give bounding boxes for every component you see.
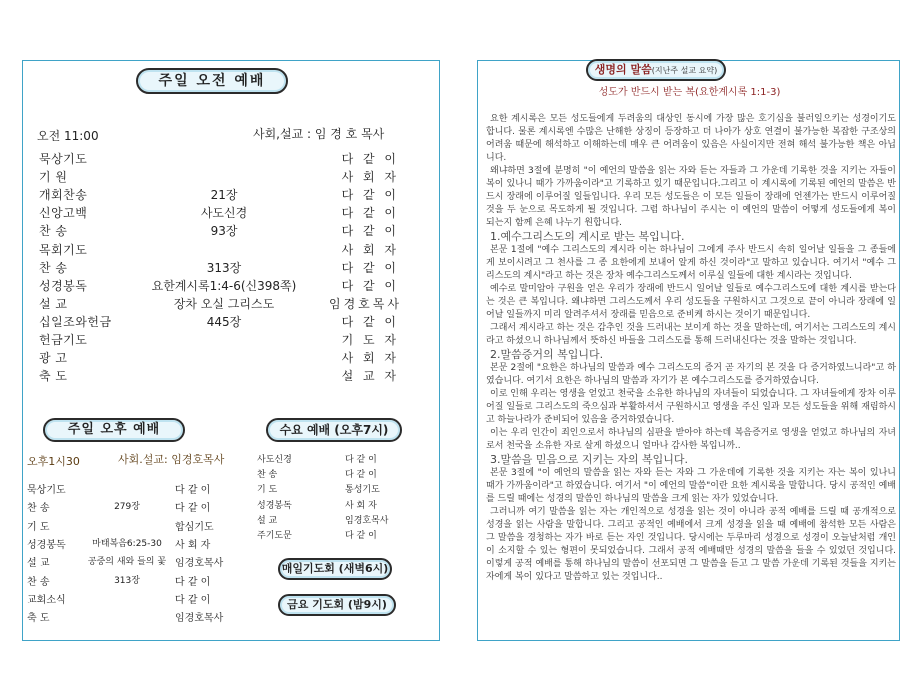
morning-order-row: [39, 331, 409, 349]
afternoon-order-row: [27, 591, 227, 608]
afternoon-order-row: [27, 554, 227, 571]
order-item: 설 교: [27, 558, 50, 570]
order-who: 다 같 이: [341, 188, 399, 203]
order-who: 다 같 이: [341, 206, 399, 221]
morning-order-row: [39, 204, 409, 222]
order-item: 찬 송: [257, 470, 278, 481]
sermon-paragraph: 그러니까 여기 말씀을 읽는 자는 개인적으로 성경을 읽는 것이 아니라 공적 예배를 드릴 때 공개적으로 성경을 읽는 사람을 말합니다. 그리고 공적인 예배에서 크게 성경을 읽을 때 예배에 참석한 모든 사람은 그 말씀을 경청하는 자가 바로 듣는 자인 것입니다. 당시에는 두루마리 성경으로 성경이 오늘날처럼 개인이 소지할 수 있는 형편이 못되었습니다. 그래서 공적 예배때만 성경의 말씀을 들을 수 있었던 것입니다. 이렇게 공적 예배를 통해 하나님의 말씀이 선포되면 그 말씀을 듣고 그 말씀 가운데 기록된 것들을 지키는 자에게 복이 있다고 말씀하고 있는 것입니다..: [486, 507, 896, 583]
order-who: 사 회 자: [341, 351, 399, 366]
order-who: 다 같 이: [175, 485, 211, 496]
morning-order-row: [39, 349, 409, 367]
daily-prayer-title: 매일기도회 (새벽6시): [278, 558, 392, 580]
sermon-header: [586, 59, 726, 81]
order-item: 신앙고백: [39, 206, 88, 221]
order-detail: 279장: [114, 502, 140, 513]
morning-order-row: [39, 150, 409, 168]
order-item: 십일조와헌금: [39, 314, 112, 329]
sermon-point-heading: 3.말씀을 믿음으로 지키는 자의 복입니다.: [490, 453, 688, 467]
sermon-paragraph: 예수로 말미암아 구원을 얻은 우리가 장래에 반드시 일어날 일들로 예수그리스도에 대한 계시를 받는다는 것은 큰 복입니다. 왜냐하면 그리스도께서 우리 성도들을 구원하시고 그것으로 끝이 아니라 장래에 일어날 일들까지 미리 알려주셔서 장래를 믿음으로 준비케 하시는 것이기 때문입니다.: [486, 284, 896, 321]
sermon-title: 성도가 반드시 받는 복(요한계시록 1:1-3): [598, 87, 781, 98]
afternoon-order-row: [27, 499, 227, 516]
order-item: 기 도: [27, 521, 50, 533]
morning-time: 오전 11:00: [37, 129, 99, 143]
order-who: 다 같 이: [345, 455, 377, 465]
worship-order-panel: [22, 60, 440, 641]
order-detail: 313장: [114, 575, 140, 586]
order-item: 성경봉독: [257, 500, 292, 511]
order-item: 개회찬송: [39, 188, 88, 203]
order-item: 축 도: [39, 369, 68, 384]
order-item: 찬 송: [39, 224, 68, 239]
sermon-paragraph: 왜냐하면 3절에 분명히 "이 예언의 말씀을 읽는 자와 듣는 자들과 그 가운데 기록한 것을 지키는 자들이 복이 있나니 때가 가까움이라"고 기록하고 있기 때문입니다.그리고 이 계시록에 기록된 예언의 말씀은 반드시 장래에 이루어질 일들입니다. 우리 모든 성도들은 이 모든 일들이 장래에 언젠가는 반드시 이루어질 것을 두 눈으로 목도하게 될 것입니다. 그럼 하나님이 주시는 이 예언의 말씀이 어떻게 성도들에게 복이 되는지 함께 은혜 나누기 원합니다.: [486, 166, 896, 229]
order-item: 축 도: [27, 613, 50, 625]
order-detail: 93장: [210, 224, 238, 239]
sermon-paragraph: 본문 3절에 "이 예언의 말씀을 읽는 자와 듣는 자와 그 가운데에 기록한 것을 지키는 자는 복이 있나니 때가 가까움이라"고 하였습니다. 여기서 "이 예언의 말씀"이란 요한 계시록을 말합니다. 당시 공적인 예배를 드릴 때에는 성경의 말씀인 하나님의 말씀을 크게 읽는 자가 있었습니다.: [486, 467, 896, 504]
sermon-body: [486, 113, 896, 584]
order-who: 임경호목사: [175, 558, 224, 570]
order-item: 교회소식: [27, 594, 66, 606]
wednesday-service-title: 수요 예배 (오후7시): [266, 418, 402, 442]
morning-order-row: [39, 259, 409, 277]
order-who: 다 같 이: [175, 576, 211, 588]
order-item: 주기도문: [257, 531, 292, 541]
order-detail: 공중의 새와 들의 꽃: [87, 557, 167, 568]
afternoon-order-row: [27, 481, 227, 498]
morning-order-row: [39, 222, 409, 240]
order-who: 다 같 이: [341, 152, 399, 166]
order-item: 찬 송: [39, 260, 68, 275]
morning-order-row: [39, 277, 409, 295]
order-who: 통성기도: [345, 485, 380, 496]
order-detail: 장차 오실 그리스도: [173, 296, 275, 311]
sermon-point-heading: 1.예수그리스도의 계시로 받는 복입니다.: [490, 230, 685, 244]
order-who: 다 같 이: [175, 594, 211, 606]
order-who: 다 같 이: [341, 260, 399, 275]
order-who: 사 회 자: [341, 242, 399, 257]
sermon-header-main: 생명의 말씀: [594, 63, 652, 76]
order-who: 사 회 자: [345, 500, 377, 511]
order-who: 임경호목사: [329, 296, 402, 311]
morning-order-row: [39, 168, 409, 186]
order-who: 사 회 자: [175, 539, 211, 551]
order-who: 합심기도: [175, 521, 214, 533]
sermon-paragraph: 이로 인해 우리는 영생을 얻었고 천국을 소유한 하나님의 자녀들이 되었습니다. 그 자녀들에게 장차 이루어질 일들로 그리스도의 죽으심과 부활하셔서 구원하시고 영생을 주신 일과 모든 성도들을 위해 재림하시고 하늘나라가 준비되어 있음을 증거하였습니다.: [486, 389, 896, 426]
friday-prayer-title: 금요 기도회 (밤9시): [278, 594, 396, 616]
order-detail: 사도신경: [200, 206, 248, 221]
afternoon-order-row: [27, 573, 227, 590]
order-item: 광 고: [39, 351, 68, 366]
morning-preacher: 사회,설교 : 임 경 호 목사: [253, 127, 385, 141]
order-item: 찬 송: [27, 503, 50, 515]
order-who: 다 같 이: [175, 503, 211, 515]
order-who: 다 같 이: [345, 531, 377, 541]
sermon-paragraph: 그래서 계시라고 하는 것은 감추인 것을 드러내는 보이게 하는 것을 말하는데, 여기서는 그리스도의 계시라고 하셨으니 하나님께서 뜻하신 바들을 그리스도를 통해 드러내신다는 것을 말하는 것입니다.: [486, 323, 896, 347]
sermon-paragraph: 본문 2절에 "요한은 하나님의 말씀과 예수 그리스도의 증거 곧 자기의 본 것을 다 증거하였느니라"고 하였습니다. 여기서 요한은 하나님의 말씀과 자기가 본 예수그리스도를 증거하였습니다.: [486, 362, 896, 387]
order-detail: 21장: [210, 188, 238, 203]
order-who: 기 도 자: [341, 333, 399, 347]
order-who: 다 같 이: [341, 314, 399, 329]
order-item: 기 원: [39, 170, 68, 185]
order-who: 임경호목사: [175, 613, 224, 625]
order-item: 목회기도: [39, 242, 88, 257]
order-who: 다 같 이: [341, 224, 399, 239]
afternoon-preacher: 사회.설교: 임경호목사: [118, 453, 225, 466]
afternoon-time: 오후1시30: [27, 455, 80, 468]
morning-service-title: 주일 오전 예배: [136, 68, 288, 94]
afternoon-order-row: [27, 518, 227, 535]
order-item: 성경봉독: [39, 278, 88, 293]
order-item: 사도신경: [257, 455, 292, 465]
morning-order-row: [39, 186, 409, 204]
order-item: 기 도: [257, 485, 278, 496]
sermon-paragraph: 이는 우리 인간이 죄인으로서 하나님의 심판을 받아야 하는데 복음증거로 영생을 얻었고 하나님의 자녀로서 천국을 소유한 자로 살게 하셨으니 얼마나 감사한 복입니까..: [486, 428, 896, 452]
sermon-paragraph: 본문 1절에 "예수 그리스도의 계시라 이는 하나님이 그에게 주사 반드시 속히 일어날 일들을 그 종들에게 보이시려고 그 천사를 그 종 요한에게 보내어 알게 하신 것이라"고 말하고 있습니다. 여기서 "예수 그리스도의 계시"라고 하는 것은 장차 예수그리스도께서 이루실 일들에 대한 계시라는 것입니다.: [486, 245, 896, 282]
order-who: 설 교 자: [341, 369, 399, 384]
order-item: 묵상기도: [27, 485, 66, 496]
morning-order-row: [39, 295, 409, 313]
order-item: 성경봉독: [27, 539, 66, 551]
morning-order-row: [39, 313, 409, 331]
order-item: 헌금기도: [39, 333, 88, 347]
afternoon-order-row: [27, 609, 227, 626]
afternoon-order-row: [27, 536, 227, 553]
sermon-header-sub: (지난주 설교 요약): [651, 66, 718, 75]
order-detail: 313장: [206, 260, 242, 275]
order-detail: 마태복음6:25-30: [92, 538, 162, 549]
order-item: 설 교: [257, 515, 278, 526]
order-detail: 445장: [206, 314, 242, 329]
order-item: 설 교: [39, 296, 68, 311]
morning-order-row: [39, 241, 409, 259]
sermon-paragraph: 요한 계시록은 모든 성도들에게 두려움의 대상인 동시에 가장 많은 호기심을 불러일으키는 성경이기도 합니다. 물론 계시록엔 수많은 난해한 상징이 등장하고 더 나아가 상호 연결이 불가능한 복잡한 구조상의 어려움 때문에 해석하고 이해하는데 매우 큰 어려움이 있음은 사실이지만 전혀 해석 불가능한 책은 아닙니다.: [486, 114, 896, 164]
order-who: 다 같 이: [345, 470, 377, 481]
sermon-panel: [477, 60, 900, 641]
sermon-point-heading: 2.말씀증거의 복입니다.: [490, 348, 604, 362]
afternoon-service-title: 주일 오후 예배: [43, 418, 185, 442]
order-who: 다 같 이: [341, 278, 399, 293]
order-who: 임경호목사: [345, 515, 389, 526]
order-detail: 요한계시록1:4-6(신398쪽): [151, 278, 297, 293]
wednesday-order-row: [257, 528, 427, 545]
order-item: 묵상기도: [39, 152, 88, 166]
order-item: 찬 송: [27, 576, 50, 588]
order-who: 사 회 자: [341, 170, 399, 185]
morning-order-row: [39, 367, 409, 385]
